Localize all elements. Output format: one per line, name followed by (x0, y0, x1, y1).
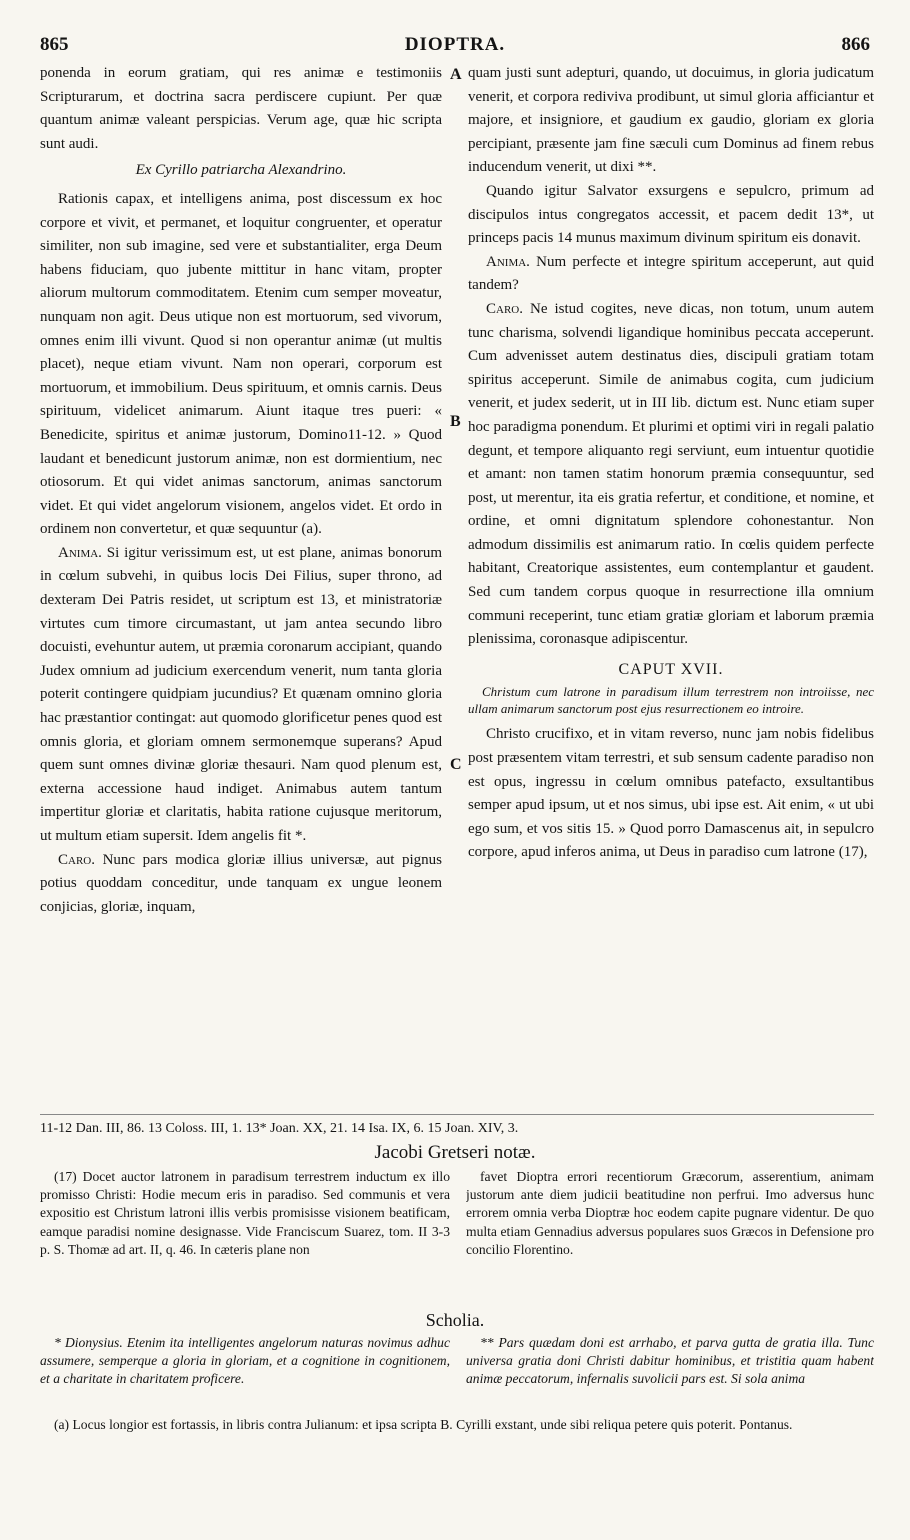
paragraph-text: Christum cum latrone in paradisum illum terrestrem non introiisse, nec ullam animarum sanctorum post ejus resurrectionem eo introire. (468, 684, 874, 717)
margin-marker-b: B (450, 413, 461, 430)
paragraph (468, 298, 874, 652)
chapter-heading (468, 658, 874, 682)
paragraph-text: Num perfecte et integre spiritum acceperunt, aut quid tandem? (468, 253, 874, 294)
note-17-continued: favet Dioptra errori recentiorum Græcorum, asserentium, animam justorum ante diem judicii beatitudine non perfrui. Imo adversus hunc errorem omnia verba Dioptræ hoc eodem capite pugnare videntur. De quo multa etiam Gennadius adversus populares suos Græcos in Defensione pro concilio Florentino. (466, 1169, 874, 1257)
margin-marker-c: C (450, 756, 462, 773)
left-text-column (40, 62, 442, 1114)
paragraph (468, 723, 874, 865)
paragraph-text: Ne istud cogites, neve dicas, non totum, unum autem tunc charisma, solvendi ligandique hominibus peccata acceperunt. Cum advenisset autem destinatus dies, discipuli gratiam totam spiritus acceperunt. Simile de animabus cogita, cum judicium venerit, et judex sederit, ut in III lib. dictum est. Nunc etiam super hoc paradigma ponendum. Et plurimi et optimi viri in regali palatio degunt, et tempore aliquanto regi serviunt, eum intuentur quotidie et amant: non tamen statim honorum præmia consequuntur, sed post, ut merentur, ita eis gratia refertur, et conditione, et nomine, et ordine, et omni dignitatum splendore cohonestantur. Non admodum dissimilis est animarum ratio. In cœlis quidem perfecte habitant, Creatorique assistentes, eum contemplantur et gaudent. Sed cum tandem corpus quoque in resurrectione illa omnium communi receperint, tunc etiam gratiæ gloriam et laborum præmia plenissima, coronasque adipiscentur. (468, 300, 874, 648)
scripture-references: 11-12 Dan. III, 86. 13 Coloss. III, 1. 13* Joan. XX, 21. 14 Isa. IX, 6. 15 Joan. XIV, 3. (40, 1114, 874, 1139)
scholia-left-column (40, 1334, 450, 1414)
chapter-summary (468, 683, 874, 717)
paragraph-text: ponenda in eorum gratiam, qui res animæ e testimoniis Scripturarum, et doctrina sacra perdiscere cupiunt. Per quæ quantum animæ valeant perspicias. Verum age, quæ hic scripta sunt audi. (40, 65, 442, 152)
scholion-double-star: ** Pars quædam doni est arrhabo, et parva gutta de gratia illa. Tunc universa gratia doni Christi dabitur hominibus, et tristitia quam habent animæ peccatorum, infernalis suvolicii pars est. Si sola anima (466, 1335, 874, 1387)
paragraph-text: Nunc pars modica gloriæ illius universæ, aut pignus potius quoddam conceditur, unde tanquam ex ungue leonem conjicias, gloriæ, inquam, (40, 851, 442, 915)
paragraph-text: CAPUT XVII. (618, 660, 724, 678)
scholion-star: * Dionysius. Etenim ita intelligentes angelorum naturas novimus adhuc assumere, semperque a gloria in gloriam, et a cognitione in cognitionem, et a charitate in charitatem proficere. (40, 1335, 450, 1387)
paragraph (468, 180, 874, 251)
speaker-label: Caro. (58, 851, 95, 868)
paragraph (40, 849, 442, 920)
note-17: (17) Docet auctor latronem in paradisum terrestrem inductum ex illo promisso Christi: Hodie mecum eris in paradiso. Sed communis et vera expositio est Christum latroni illis verbis promisisse visionem beatificam, eamque paradisi nomine designasse. Vide Franciscum Suarez, tom. II 3-3 p. S. Thomæ ad art. II, q. 46. In cæteris plane non (40, 1169, 450, 1257)
paragraph-text: Christo crucifixo, et in vitam reverso, nunc jam nobis fidelibus post præsentem vitam terrestri, et sub sensum cadente paradiso non est opus, ingressu in cœlum omnibus patefacto, exsultantibus semper apud ipsum, ut et nos simus, ubi ipse est. Ait enim, « ut ubi ego sum, et vos sitis 15. » Quod porro Damascenus ait, in sepulcro corpore, apud inferos anima, ut Deus in paradiso cum latrone (17), (468, 726, 874, 861)
notes-left-column (40, 1168, 450, 1308)
scholia-title: Scholia. (425, 1310, 485, 1330)
scholia-right-column (466, 1334, 874, 1414)
paragraph-text: Quando igitur Salvator exsurgens e sepulcro, primum ad discipulos intus congregatos accessit, et pacem dedit 13*, ut princeps pacis 14 munus maximum divinum spiritum eis donavit. (468, 182, 874, 247)
right-text-column (468, 62, 874, 1114)
margin-marker-a: A (450, 66, 462, 83)
paragraph (40, 188, 442, 542)
notes-title: Jacobi Gretseri notæ. (374, 1142, 536, 1163)
paragraph-text: quam justi sunt adepturi, quando, ut docuimus, in gloria judicatum venerit, et corpora rediviva prodibunt, ut simul gloria afficiantur et majore, et insigniore, et gaudium ex gaudio, gloriam ex gloria percipiant, præsente jam fine sæculi cum Dominus ad finem rebus inducendum venerit, ut dixi **. (468, 65, 874, 176)
paragraph (40, 542, 442, 849)
speaker-label: Anima. (486, 253, 530, 270)
paragraph-text: Si igitur verissimum est, ut est plane, animas bonorum in cœlum subvehi, in quibus locis Dei Filius, super throno, ad dexteram Dei Patris residet, ut scriptum est 13, et ministratoriæ virtutes cum timore circumastant, ut jam antea secundo libro docuisti, evehuntur autem, ut præmia coronarum accipiant, quando Judex omnium ad judicium exercendum venerit, num tanta gloria poterit contingere quidpiam jucundius? Et quænam omnino gloria hac præstantior contingat: aut quomodo glorificetur penes quod est omnis gloria, et gloriam omnem sermonemque superans? Apud quem sunt omnes divinæ gloriæ thesauri. Nam quod plenum est, externa accessione haud indiget. Animabus autem tantum impertitur gloriæ et claritatis, habita ratione cujusque meritorum, ut multum etiam supersit. Idem angelis fit *. (40, 544, 442, 844)
paragraph-text: Rationis capax, et intelligens anima, post discessum ex hoc corpore et vivit, et permanet, et loquitur congruenter, et operatur similiter, non sub imagine, sed vere et substantialiter, erga Deum habens fiduciam, quo jubente mittitur in hanc vitam, propter aliorum multorum commoditatem. Etenim cum semper moveatur, nunquam non agit. Deus utique non est mortuorum, sed vivorum, omnes enim illi vivunt. Quod si non operantur animæ (ut multis placet), neque etiam vivunt. Nam non operari, corporum est mortuorum, et immobilium. Deus spirituum, et omnis carnis. Deus spirituum, videlicet animarum. Aiunt itaque tres pueri: « Benedicite, spiritus et animæ justorum, Domino11-12. » Quod laudant et benedicunt justorum animæ, non est dormientium, nec otiosorum. Et qui videt animas sanctorum, animas sanctorum videt. Et qui videt angelorum visionem, angelos videt. Et ordo in ordinem non convertetur, et quæ sequuntur (a). (40, 190, 442, 538)
notes-right-column (466, 1168, 874, 1308)
page-number-left: 865 (40, 34, 69, 55)
page-number-right: 866 (841, 34, 870, 55)
running-title: DIOPTRA. (404, 34, 506, 55)
paragraph (468, 251, 874, 298)
speaker-label: Caro. (486, 300, 523, 317)
scholion-a: (a) Locus longior est fortassis, in libris contra Julianum: et ipsa scripta B. Cyrilli exstant, unde sibi reliqua petere quis poterit. Pontanus. (54, 1417, 793, 1432)
speaker-label: Anima. (58, 544, 102, 561)
paragraph (40, 62, 442, 156)
running-header (40, 34, 870, 60)
paragraph-text: Ex Cyrillo patriarcha Alexandrino. (135, 162, 347, 179)
paragraph (468, 62, 874, 180)
source-heading (40, 159, 442, 183)
